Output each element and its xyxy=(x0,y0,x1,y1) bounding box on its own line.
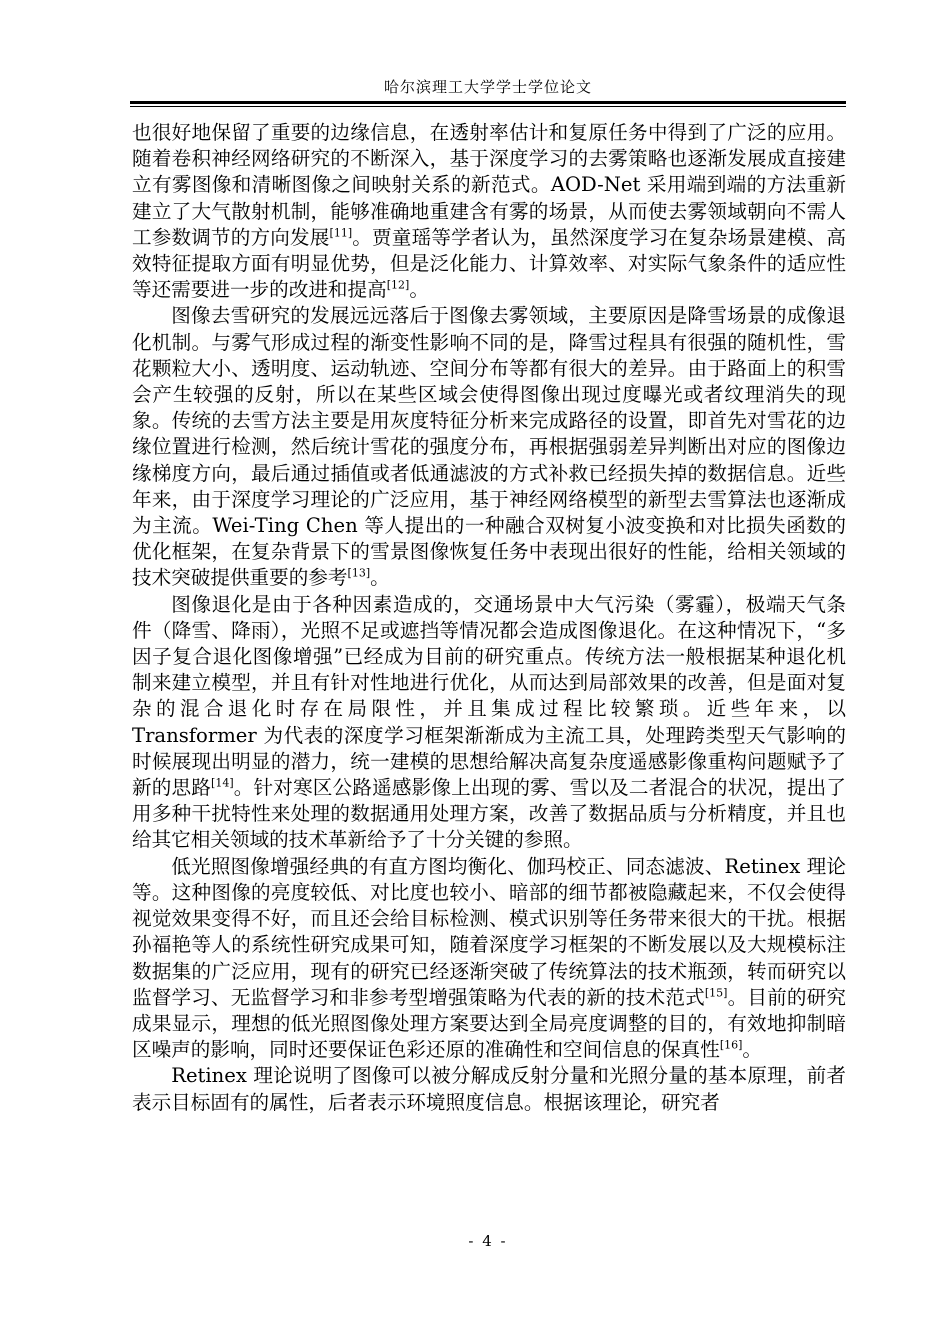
paragraph-text: 低光照图像增强经典的有直方图均衡化、伽玛校正、同态滤波、Retinex 理论等。这种图像的亮度较低、对比度也较小、暗部的细节都被隐藏起来，不仅会使得视觉效果变得不好，而且还会给目标检测、模式识别等任务带来很大的干扰。根据孙福艳等人的系统性研究成果可知，随着深度学习框架的不断发展以及大规模标注数据集的广泛应用，现有的研究已经逐渐突破了传统算法的技术瓶颈，转而研究以监督学习、无监督学习和非参考型增强策略为代表的新的技术范式 xyxy=(132,854,846,1009)
citation-ref: [16] xyxy=(719,1038,743,1052)
paragraph-text: 图像去雪研究的发展远远落后于图像去雾领域，主要原因是降雪场景的成像退化机制。与雾气形成过程的渐变性影响不同的是，降雪过程具有很强的随机性，雪花颗粒大小、透明度、运动轨迹、空间分布等都有很大的差异。由于路面上的积雪会产生较强的反射，所以在某些区域会使得图像出现过度曝光或者纹理消失的现象。传统的去雪方法主要是用灰度特征分析来完成路径的设置，即首先对雪花的边缘位置进行检测，然后统计雪花的强度分布，再根据强弱差异判断出对应的图像边缘梯度方向，最后通过插值或者低通滤波的方式补救已经损失掉的数据信息。近些年来，由于深度学习理论的广泛应用，基于神经网络模型的新型去雪算法也逐渐成为主流。Wei-Ting Chen 等人提出的一种融合双树复小波变换和对比损失函数的优化框架，在复杂背景下的雪景图像恢复任务中表现出很好的性能，给相关领域的技术突破提供重要的参考 xyxy=(132,304,846,590)
header-rule-thin xyxy=(130,106,846,107)
paragraph-text: Retinex 理论说明了图像可以被分解成反射分量和光照分量的基本原理，前者表示目标固有的属性，后者表示环境照度信息。根据该理论，研究者 xyxy=(132,1064,846,1114)
paragraph-text: 。 xyxy=(370,566,390,590)
citation-ref: [14] xyxy=(211,776,234,790)
paragraph-text: 。针对寒区公路遥感影像上出现的雾、雪以及二者混合的状况，提出了用多种干扰特性来处理的数据通用处理方案，改善了数据品质与分析精度，并且也给其它相关领域的技术革新给予了十分关键的参照。 xyxy=(132,776,847,852)
body-paragraph xyxy=(132,592,846,854)
paragraph-text: 。 xyxy=(409,278,429,302)
body-text xyxy=(132,120,846,1116)
paragraph-text: 也很好地保留了重要的边缘信息，在透射率估计和复原任务中得到了广泛的应用。随着卷积神经网络研究的不断深入，基于深度学习的去雾策略也逐渐发展成直接建立有雾图像和清晰图像之间映射关系的新范式。AOD-Net 采用端到端的方法重新建立了大气散射机制，能够准确地重建含有雾的场景，从而使去雾领域朝向不需人工参数调节的方向发展 xyxy=(132,121,846,249)
body-paragraph xyxy=(132,854,846,1064)
body-paragraph xyxy=(132,303,846,591)
paragraph-text: 。贾童瑶等学者认为，虽然深度学习在复杂场景建模、高效特征提取方面有明显优势，但是泛化能力、计算效率、对实际气象条件的适应性等还需要进一步的改进和提高 xyxy=(132,225,847,302)
page-number: - 4 - xyxy=(468,1232,508,1250)
citation-ref: [13] xyxy=(347,566,371,580)
header-rule-thick xyxy=(130,101,846,104)
citation-ref: [15] xyxy=(704,986,728,1000)
paragraph-text: 。目前的研究成果显示，理想的低光照图像处理方案要达到全局亮度调整的目的，有效地抑制暗区噪声的影响，同时还要保证色彩还原的准确性和空间信息的保真性 xyxy=(132,985,847,1062)
body-paragraph xyxy=(132,120,846,303)
paragraph-text: 图像退化是由于各种因素造成的，交通场景中大气污染（雾霾），极端天气条件（降雪、降雨），光照不足或遮挡等情况都会造成图像退化。在这种情况下，“多因子复合退化图像增强”已经成为目前的研究重点。传统方法一般根据某种退化机制来建立模型，并且有针对性地进行优化，从而达到局部效果的改善，但是面对复杂的混合退化时存在局限性，并且集成过程比较繁琐。近些年来，以 Transformer 为代表的深度学习框架渐渐成为主流工具，处理跨类型天气影响的时候展现出明显的潜力，统一建模的思想给解决高复杂度遥感影像重构问题赋予了新的思路 xyxy=(132,592,846,800)
citation-ref: [12] xyxy=(386,278,410,292)
body-paragraph xyxy=(132,1063,846,1115)
paragraph-text: 。 xyxy=(742,1038,762,1062)
citation-ref: [11] xyxy=(329,226,353,240)
running-header: 哈尔滨理工大学学士学位论文 xyxy=(383,78,592,96)
